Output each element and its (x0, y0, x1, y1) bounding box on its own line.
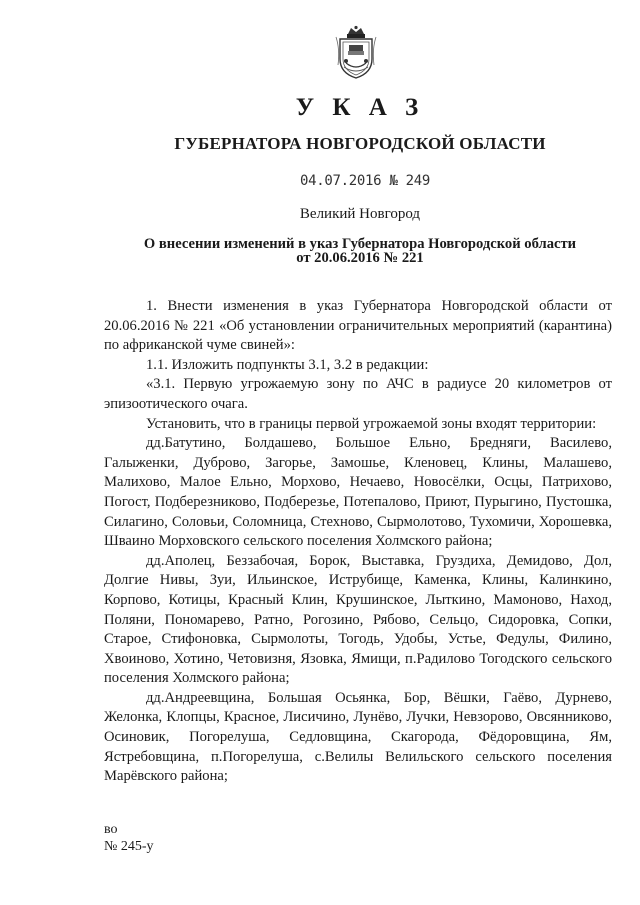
decree-heading-line: О внесении изменений в указ Губернатора Новгородской области (143, 236, 577, 252)
city-name: Великий Новгород (299, 206, 421, 222)
paragraph: Установить, что в границы первой угрожаемой зоны входят территории: (146, 415, 597, 432)
footer-note (104, 821, 154, 855)
decree-heading (130, 237, 590, 265)
footer-line: № 245-у (104, 839, 154, 854)
paragraph: 1.1. Изложить подпункты 3.1, 3.2 в редакции: (146, 356, 429, 373)
footer-line: во (104, 822, 118, 837)
paragraph: дд.Андреевщина, Большая Осьянка, Бор, Вёшки, Гаёво, Дурнево, Желонка, Клопцы, Красное, Лисичино, Лунёво, Лучки, Невзорово, Овсянниково, Осиновик, Погорелуша, Седловщина, Скагорода, Фёдоровщина, Ям, Ястребовщина, п.Погорелуша, с.Велилы Велильского сельского поселения Марёвского района; (104, 689, 612, 785)
paragraph: «3.1. Первую угрожаемую зону по АЧС в радиусе 20 километров от эпизоотического очага. (104, 376, 612, 412)
novgorod-coat-of-arms-icon (334, 25, 378, 79)
paragraph: 1. Внести изменения в указ Губернатора Новгородской области от 20.06.2016 № 221 «Об установлении ограничительных мероприятий (карантина) по африканской чуме свиней»: (104, 298, 612, 354)
paragraph: дд.Батутино, Болдашево, Большое Ельно, Бредняги, Василево, Галыженки, Дуброво, Загорье, Замошье, Кленовец, Клины, Малашево, Малихово, Малое Ельно, Морхово, Нечаево, Новосёлки, Осцы, Патрихово, Погост, Подберезниково, Подберезье, Потепалово, Приют, Пурыгино, Пустошка, Силагино, Соловьи, Соломница, Стехново, Сырмолотово, Тухомичи, Хорошевка, Шваино Морховского сельского поселения Холмского района; (104, 435, 612, 550)
decree-body (104, 297, 612, 787)
paragraph: дд.Аполец, Беззабочая, Борок, Выставка, Груздиха, Демидово, Дол, Долгие Нивы, Зуи, Ильинское, Иструбище, Каменка, Клины, Калинкино, Корпово, Котицы, Красный Клин, Крушинское, Лыткино, Мамоново, Наход, Поляни, Пономарево, Ратно, Рогозино, Рябово, Сельцо, Сидоровка, Сопки, Старое, Стифоновка, Сырмолоты, Тогодь, Удобы, Устье, Федулы, Филино, Хвоиново, Хотино, Четовизня, Язовка, Ямищи, п.Радилово Тогодского сельского поселения Холмского района; (104, 552, 612, 687)
decree-heading-line: от 20.06.2016 № 221 (296, 250, 424, 266)
date-number-stamp: 04.07.2016 № 249 (300, 173, 431, 189)
document-issuer: ГУБЕРНАТОРА НОВГОРОДСКОЙ ОБЛАСТИ (174, 134, 546, 153)
document-title: У К А З (295, 94, 425, 121)
